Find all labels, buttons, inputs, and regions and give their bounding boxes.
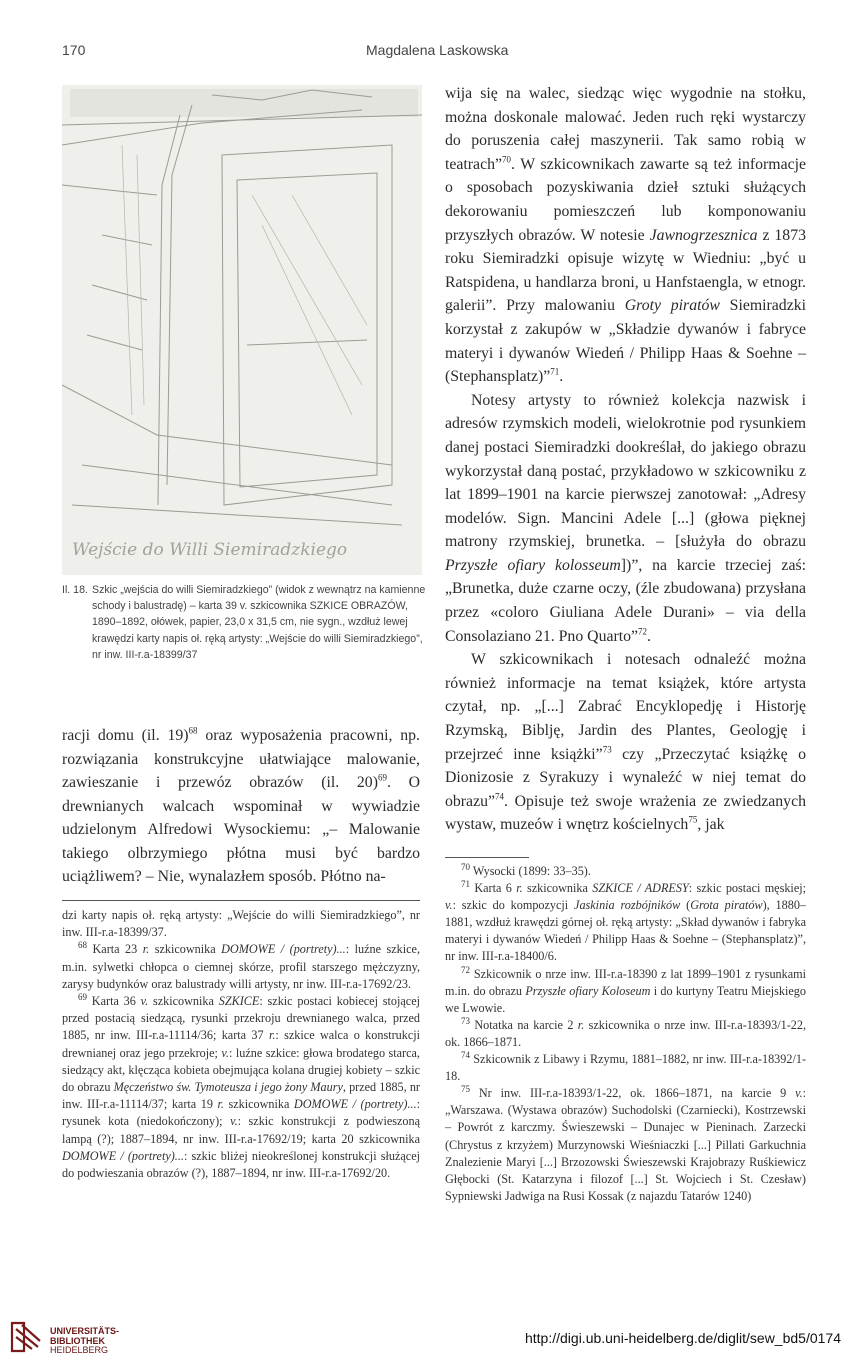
footnote-74: $^{74}$ Szkicownik z Libawy i Rzymu, 1881–1882, nr inw. III-r.a-18392/1-18. xyxy=(445,1049,807,1084)
sketch-illustration xyxy=(62,85,422,575)
figure-caption xyxy=(62,582,427,663)
library-logo-icon xyxy=(8,1319,44,1355)
footnote-73: $^{73}$ Notatka na karcie 2 r. szkicownika o nrze inw. III-r.a-18393/1-22, ok. 1866–1871. xyxy=(445,1015,806,1049)
footnote-divider xyxy=(445,857,529,858)
paragraph: W szkicownikach i notesach odnaleźć można również informacje na temat książek, które artysta czytał, np. „[...] Zabrać Encyklopedję i Historję Rzymską, Biblję, Jardin des Plantes, Geologję i przejrzeć inne książki”$^{73}$ czy „Przeczytać książkę o Dionizosie z Syrakuzy i wynaleźć w niej temat do obrazu”$^{74}$. Opisuje też swoje wrażenia ze zwiedzanych wystaw, muzeów i wnętrz kościelnych$^{75}$, jak xyxy=(445,651,807,834)
page-number: 170 xyxy=(62,42,86,58)
footnote-69: $^{69}$ Karta 36 v. szkicownika SZKICE: szkic postaci kobiecej stojącej przed postacią siedzącą, rysunki przekroju drewnianego walca, przed 1885, nr inw. III-r.a-11114/36; karta 37 r.: szkice walca o konstrukcji drewnianej oraz jego przekroje; v.: luźne szkice: głowa brodatego starca, siedzący akt, klęcząca kobieta obejmująca kolana drugiej kobiety – szkic do obrazu Męczeństwo św. Tymoteusza i jego żony Maury, przed 1885, nr inw. III-r.a-11114/37; karta 19 r. szkicownika DOMOWE / (portrety)...: rysunek kota (niedokończony); v.: szkic konstrukcji z podwieszoną lampą (?); 1887–1894, nr inw. III-r.a-17692/19; karta 20 szkicownika DOMOWE / (portrety)...: szkic bliżej nieokreślonej konstrukcji służącej do podwieszania obrazów (?), 1887–1894, nr inw. III-r.a-17692/20. xyxy=(62,991,421,1181)
footnote-ref[interactable]: 74 xyxy=(495,791,504,802)
footnote-divider xyxy=(62,900,420,901)
footnotes-right xyxy=(445,863,806,1205)
footnote-ref[interactable]: 69 xyxy=(377,772,387,783)
footnote-72: $^{72}$ Szkicownik o nrze inw. III-r.a-18390 z lat 1899–1901 z rysunkami m.in. do obrazu Przyszłe ofiary Koloseum i do kurtyny Teatru Miejskiego we Lwowie. xyxy=(445,964,807,1015)
footnote-ref[interactable]: 72 xyxy=(638,626,648,637)
footnote-71: $^{71}$ Karta 6 r. szkicownika SZKICE / ADRESY: szkic postaci męskiej; v.: szkic do kompozycji Jaskinia rozbójników (Grota piratów), 1880–1881, wzdłuż krawędzi górnej oł. ręką artysty: „Skład dywanów i fabryka materyi i dywanów Wiedeń / Philipp Haas & Soehne – (Stephansplatz)”, nr inw. III-r.a-18400/6. xyxy=(445,879,807,964)
paragraph: wija się na walec, siedząc więc wygodnie na stołku, można doskonale malować. Jeden ruch ręki wystarczy do poruszenia całej maszynerii. Tak samo robią w teatrach”$^{70}$. W szkicownikach zawarte są też informacje o sposobach pozyskiwania dzieł sztuki służących dekorowaniu pomieszczeń lub komponowaniu przyszłych obrazów. W notesie Jawnogrzesznica z 1873 roku Siemiradzki opisuje wizytę w Wiedniu: „być u Ratspidena, u handlarza broni, u Hanfstaengla, w etnogr. galerii”. Przy malowaniu Groty piratów Siemiradzki korzystał z zakupów w „Składzie dywanów i fabryce materyi i dywanów Wiedeń / Philipp Haas & Soehne – (Stephansplatz)”$^{71}$. xyxy=(445,85,807,386)
caption-label: Il. 18. xyxy=(62,584,88,596)
body-text-right xyxy=(445,82,806,837)
footnote-ref[interactable]: 71 xyxy=(550,366,560,377)
digitization-footer xyxy=(0,1303,853,1369)
footnote-ref[interactable]: 75 xyxy=(688,815,698,826)
body-text-left: racji domu (il. 19)$^{68}$ oraz wyposażenia pracowni, np. rozwiązania konstrukcyjne ułatwiające malowanie, zawieszanie i przewóz obrazów (il. 20)$^{69}$. O drewnianych walcach wspominał w wywiadzie udzielonym Alfredowi Wysockiemu: „– Malowanie takiego olbrzymiego płótna musi być bardzo uciążliwem? – Nie, wynalazłem sposób. Płótno na- xyxy=(62,725,420,885)
library-logo-text: UNIVERSITÄTS- BIBLIOTHEK HEIDELBERG xyxy=(50,1326,120,1355)
footnote-75: $^{75}$ Nr inw. III-r.a-18393/1-22, ok. 1866–1871, na karcie 9 v.: „Warszawa. (Wystawa obrazów) Suchodolski (Czarniecki), Kostrzewski – Powrót z karczmy. Świeszewski – Dunajec w Pieninach. Zarzecki (Chrystus z krzyżem) Murzynowski Wieśniaczki [...] Pillati Garkuchnia Znalezienie Maryi [...] Brzozowski Świeszewski Krajobrazy Ruśkiewicz Głębocki (St. Katarzyna i filozof [...] St. Wojciech i St. Czesław) Sypniewski Jadwiga na Rusi Kossak (z najazdu Tatarów 1240) xyxy=(445,1084,807,1203)
sketch-inscription: Wejście do Willi Siemiradzkiego xyxy=(72,540,348,560)
paragraph: Notesy artysty to również kolekcja nazwisk i adresów rzymskich modeli, wielokrotnie pod rysunkiem danej postaci Siemiradzki dookreślał, do jakiego obrazu wykorzystał daną postać, przykładowo w szkicowniku z lat 1899–1901 na karcie pierwszej zanotował: „Adresy modelów. Sign. Mancini Adele [...] (głowa pięknej matrony rzymskiej, brunetka. – [służyła do obrazu Przyszłe ofiary kolosseum])”, na karcie trzeciej zaś: „Brunetka, duże czarne oczy, (źle zbudowana) przysłana przez «coloro Giuliana Adele Durani» – via della Consolaziano 21. Pno Quarto”$^{72}$. xyxy=(445,391,806,645)
footnote-70: $^{70}$ Wysocki (1899: 33–35). xyxy=(461,861,591,878)
footnote-ref[interactable]: 68 xyxy=(188,725,198,736)
footnote-68: $^{68}$ Karta 23 r. szkicownika DOMOWE / (portrety)...: luźne szkice, m.in. sylwetki chłopca o ciemnej skórze, profil starszego mężczyzny, zarysy budynków oraz balustrady willi artysty, nr inw. III-r.a-17692/23. xyxy=(62,940,421,991)
running-header-author: Magdalena Laskowska xyxy=(366,42,509,58)
footnote-ref[interactable]: 70 xyxy=(502,154,511,165)
footnotes-left xyxy=(62,907,420,1182)
caption-text: Szkic „wejścia do willi Siemiradzkiego” (widok z wewnątrz na kamienne schody i balustradę) – karta 39 v. szkicownika SZKICE OBRAZÓW, 1890–1892, ołówek, papier, 23,0 x 31,5 cm, nie sygn., wzdłuż lewej krawędzi karty napis oł. ręką artysty: „Wejście do willi Siemiradzkiego”, nr inw. III-r.a-18399/37 xyxy=(92,584,426,661)
footnote-continuation: dzi karty napis oł. ręką artysty: „Wejście do willi Siemiradzkiego”, nr inw. III-r.a-18399/37. xyxy=(62,908,420,940)
source-url-link[interactable]: http://digi.ub.uni-heidelberg.de/diglit/sew_bd5/0174 xyxy=(524,1330,841,1346)
footnote-ref[interactable]: 73 xyxy=(602,744,612,755)
